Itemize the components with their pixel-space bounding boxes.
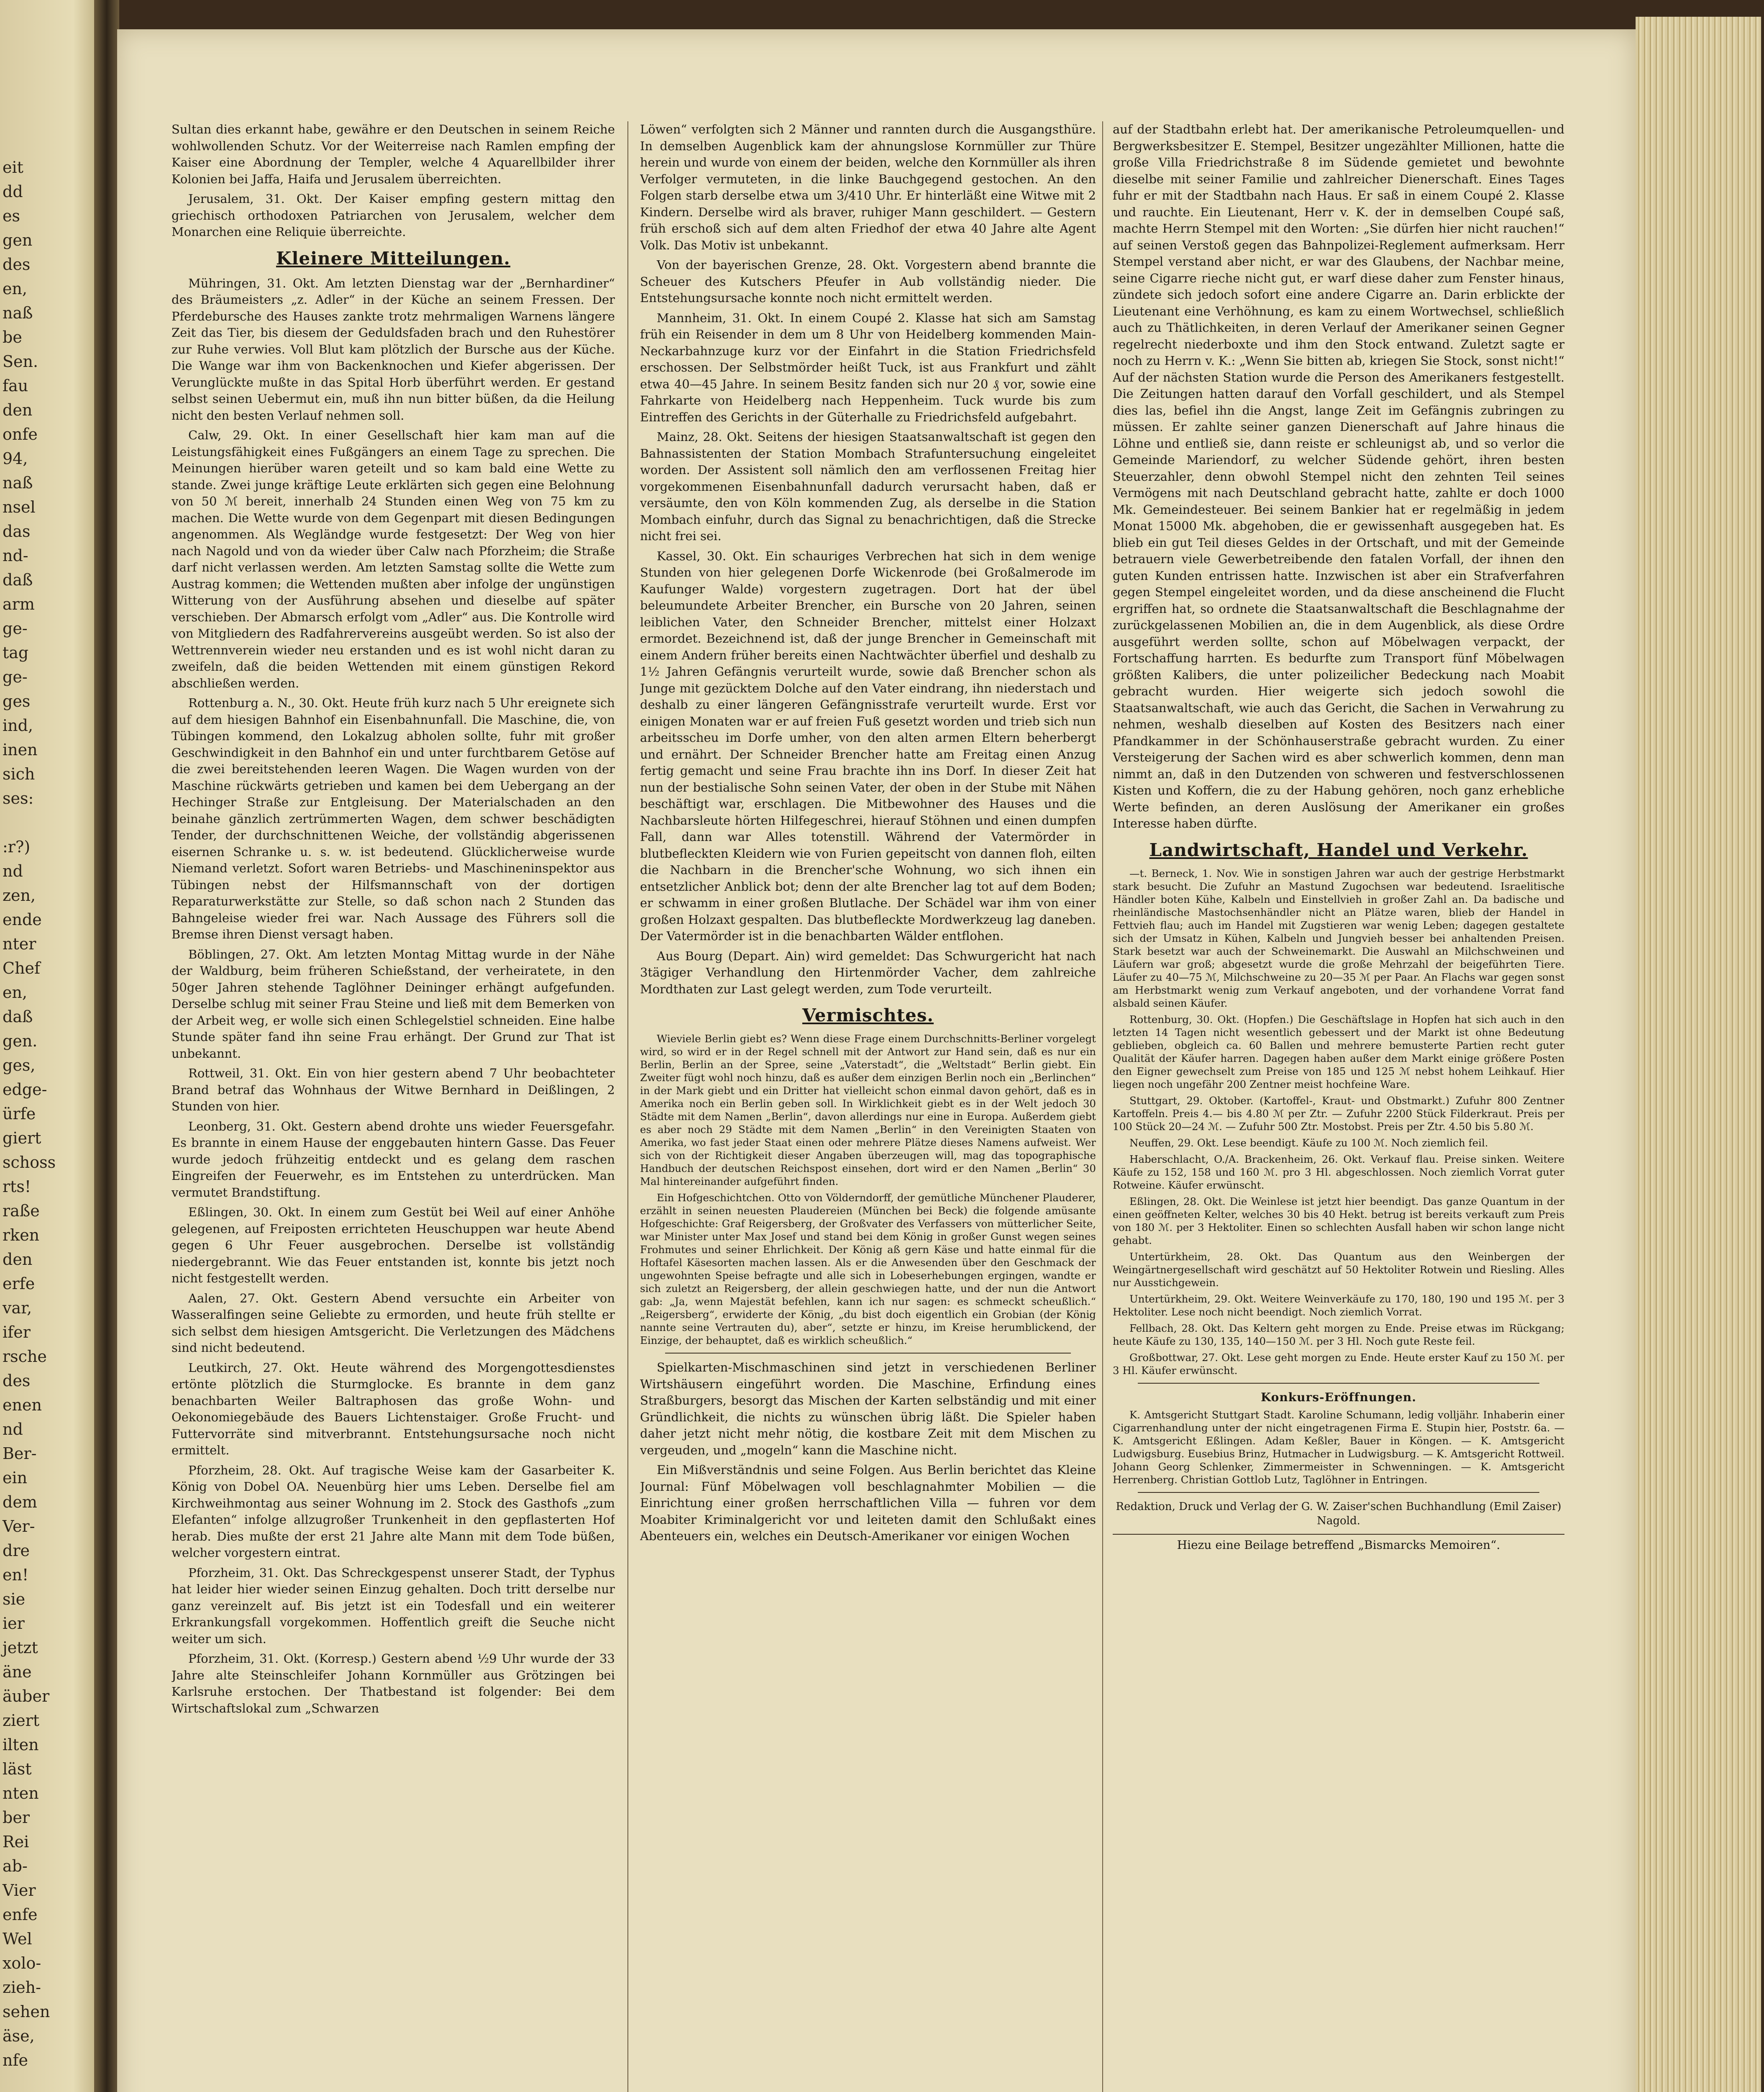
- previous-page-fragment: eit: [3, 158, 23, 177]
- previous-page-fragment: sehen: [3, 2002, 50, 2021]
- previous-page-fragment: zieh-: [3, 1978, 41, 1997]
- column-1: [172, 121, 615, 2092]
- news-item: Leutkirch, 27. Okt. Heute während des Morgengottesdienstes ertönte plötzlich die Sturmglocke. Es brannte in dem ganz benachbarten Weiler Baltraphosen das große Wohn- und Oekonomiegebäude des Bauers Lichtenstaiger. Große Frucht- und Futtervorräte sind mitverbrannt. Entstehungsursache noch nicht ermittelt.: [172, 1360, 615, 1457]
- previous-page-fragment: xolo-: [3, 1954, 41, 1972]
- news-item: Aalen, 27. Okt. Gestern Abend versuchte ein Arbeiter von Wasseralfingen seine Geliebte zu ermorden, und heute früh stellte er sich selbst dem hiesigen Amtsgericht. Die Verletzungen des Mädchens sind nicht bedeutend.: [172, 1291, 615, 1355]
- previous-page-fragment: ifer: [3, 1323, 31, 1341]
- article-paragraph: Jerusalem, 31. Okt. Der Kaiser empfing gestern mittag den griechisch orthodoxen Patriarchen von Jerusalem, welcher dem Monarchen eine Reliquie überreichte.: [172, 192, 615, 239]
- article-paragraph: Sultan dies erkannt habe, gewähre er den Deutschen in seinem Reiche wohlwollenden Schutz. Vor der Weiterreise nach Ramlen empfing der Kaiser eine Abordnung der Templer, welche 4 Aquarellbilder ihrer Kolonien bei Jaffa, Haifa und Jerusalem überreichten.: [172, 122, 615, 186]
- previous-page-fragment: giert: [3, 1129, 41, 1147]
- previous-page-fragment: arm: [3, 595, 35, 613]
- news-item: Mannheim, 31. Okt. In einem Coupé 2. Klasse hat sich am Samstag früh ein Reisender in dem um 8 Uhr von Heidelberg kommenden Main-Neckarbahnzuge kurz vor der Einfahrt in die Station Friedrichsfeld erschossen. Der Selbstmörder heißt Tuck, ist aus Frankfurt und zählt etwa 40—45 Jahre. In seinem Besitz fanden sich nur 20 ₰ vor, sowie eine Fahrkarte von Heidelberg nach Heppenheim. Tuck wurde bis zum Eintreffen des Gerichts in der Güterhalle zu Friedrichsfeld aufgebahrt.: [640, 310, 1096, 424]
- previous-page-fragment: schoss: [3, 1153, 56, 1172]
- previous-page-fragment: den: [3, 401, 33, 419]
- previous-page-fragment: ge-: [3, 668, 28, 686]
- market-report: Eßlingen, 28. Okt. Die Weinlese ist jetzt hier beendigt. Das ganze Quantum in der einen geöffneten Kelter, welches 30 bis 40 Hekt. betrug ist bereits verkauft zum Preis von 180 ℳ. per 3 Hektoliter. Einen so schlechten Ausfall haben wir schon lange nicht gehabt.: [1113, 1195, 1564, 1246]
- column-2: [640, 121, 1096, 2092]
- previous-page-fragment: nd: [3, 1420, 23, 1438]
- market-report: Rottenburg, 30. Okt. (Hopfen.) Die Geschäftslage in Hopfen hat sich auch in den letzten 14 Tagen nicht wesentlich gebessert und der Markt ist ohne Bedeutung geblieben, obgleich ca. 60 Ballen und mehrere bemusterte Partien recht guter Qualität der Käufer harren. Dagegen haben außer dem Markt einige größere Posten den Eigner gewechselt zum Preise von 185 und 125 ℳ nebst hohem Leihkauf. Hier liegen noch ungefähr 200 Zentner meist hochfeine Ware.: [1113, 1013, 1564, 1090]
- news-item: Eßlingen, 30. Okt. In einem zum Gestüt bei Weil auf einer Anhöhe gelegenen, auf Freiposten errichteten Heuschuppen war heute Abend gegen 6 Uhr Feuer ausgebrochen. Derselbe ist vollständig niedergebrannt. Wie das Feuer entstanden ist, konnte bis jetzt noch nicht festgestellt werden.: [172, 1205, 615, 1285]
- previous-page-fragment: 94,: [3, 449, 28, 468]
- previous-page-fragment: dre: [3, 1541, 30, 1560]
- miscellany-item: Wieviele Berlin giebt es? Wenn diese Frage einem Durchschnitts-Berliner vorgelegt wird, so wird er in der Regel schnell mit der Antwort zur Hand sein, daß es nur ein Berlin, Berlin an der Spree, seine „Vaterstadt“, die „Weltstadt“ Berlin giebt. Ein Zweiter fügt wohl noch hinzu, daß es außer dem einzigen Berlin noch ein „Berlinchen“ in der Mark giebt und ein Dritter hat vielleicht schon einmal davon gehört, daß es in Amerika noch ein Berlin geben soll. In Wirklichkeit giebt es in der Welt jedoch 30 Städte mit dem Namen „Berlin“, davon allerdings nur eine in Europa. Außerdem giebt es aber noch 29 Städte mit dem Namen „Berlin“ in den Vereinigten Staaten von Amerika, wo fast jeder Staat einen oder mehrere Plätze dieses Namens aufweist. Wer sich von der Richtigkeit dieser Angaben überzeugen will, mag das topographische Handbuch der deutschen Reichspost einsehen, dort wird er den Namen „Berlin“ 30 Mal hintereinander aufgeführt finden.: [640, 1033, 1096, 1187]
- previous-page-fragment: läst: [3, 1760, 32, 1778]
- previous-page-fragment: ürfe: [3, 1105, 36, 1123]
- previous-page-fragment: en,: [3, 279, 28, 298]
- previous-page-fragment: des: [3, 255, 31, 274]
- news-item: Mühringen, 31. Okt. Am letzten Dienstag war der „Bernhardiner“ des Bräumeisters „z. Adler“ in der Küche an seinem Fressen. Der Pferdebursche des Hauses zankte trotz mehrmaligen Warnens längere Zeit das Tier, bis diesem der Geduldsfaden brach und den Ruhestörer zur Ruhe verwies. Voll Blut kam plötzlich der Bursche aus der Küche. Die Wange war ihm von Backenknochen und Kiefer abgerissen. Der Verunglückte mußte in das Spital Horb überführt werden. Er gestand selbst seinen Uebermut ein, muß ihn nun bitter büßen, da die Heilung nicht den besten Verlauf nehmen soll.: [172, 276, 615, 423]
- previous-page-fragment: jetzt: [3, 1638, 38, 1657]
- news-item: auf der Stadtbahn erlebt hat. Der amerikanische Petroleumquellen- und Bergwerksbesitzer E. Stempel, Besitzer ungezählter Millionen, hatte die große Villa Friedrichstraße 8 im Südende gemietet und bewohnte dieselbe mit seiner Familie und zahlreicher Dienerschaft. Eines Tages fuhr er mit der Stadtbahn nach Haus. Er saß in einem Coupé 2. Klasse und rauchte. Ein Lieutenant, Herr v. K. der in demselben Coupé saß, machte Herrn Stempel mit den Worten: „Sie dürfen hier nicht rauchen!“ auf seinen Verstoß gegen das Bahnpolizei-Reglement aufmerksam. Herr Stempel verstand aber nicht, er war des Glaubens, der Nachbar meine, seine Cigarre rieche nicht gut, er warf diese daher zum Fenster hinaus, zündete sich jedoch sofort eine andere Cigarre an. Darin erblickte der Lieutenant eine Verhöhnung, es kam zu einem Wortwechsel, schließlich auch zu Thätlichkeiten, in deren Verlauf der Amerikaner seinen Gegner regelrecht niederboxte und ihm den Stock entwand. Zuletzt sagte er noch zu Herrn v. K.: „Wenn Sie bitten ab, kriegen Sie Stock, sonst nicht!“ Auf der nächsten Station wurde die Person des Amerikaners festgestellt. Die Zeitungen hatten darauf den Vorfall geschildert, und als Stempel dies las, befiel ihn die Angst, lange Zeit im Gefängnis zubringen zu müssen. Er zahlte seiner ganzen Dienerschaft auf Jahre hinaus die Löhne und entließ sie, dann reiste er schleunigst ab, und so verlor die Gemeinde Mariendorf, zu welcher Südende gehört, ihren besten Steuerzahler, denn obwohl Stempel nicht den zehnten Teil seines Vermögens mit nach Deutschland gebracht hatte, zahlte er doch 1000 Mk. Gemeindesteuer. Bei seinem Bankier hat er regelmäßig in jedem Monat 15000 Mk. abgehoben, die er gewissenhaft ausgegeben hat. Es blieb ein gut Teil dieses Geldes in der Ortschaft, und mit der Gemeinde betrauern viele Gewerbetreibende den fatalen Vorfall, der ihnen den guten Kunden entrissen hatte. Inzwischen ist aber ein Strafverfahren gegen Stempel eingeleitet worden, und da diese anscheinend die Flucht ergriffen hat, so ordnete die Staatsanwaltschaft die Beschlagnahme der zurückgelassenen Mobilien an, die in dem Augenblick, als diese Ordre ausgeführt werden sollte, schon auf Möbelwagen verpackt, der Fortschaffung harrten. Es bedurfte zum Transport fünf Möbelwagen größten Kalibers, die unter polizeilicher Bedeckung nach Moabit gebracht wurden. Hier weigerte sich jedoch sowohl die Staatsanwaltschaft, wie auch das Gericht, die Sachen in Verwahrung zu nehmen, weshalb dieselben auf Kosten des Besitzers nach einer Pfandkammer in der Schönhauserstraße gebracht wurden. Zu einer Versteigerung der Sachen wird es aber schwerlich kommen, denn man nimmt an, daß in den Dutzenden von schweren und festverschlossenen Kisten und Koffern, die zu der Habung gehören, noch ganz erhebliche Werte befinden, an deren Auslösung der Amerikaner ein großes Interesse haben dürfte.: [1113, 122, 1564, 831]
- previous-page-fragment: ges,: [3, 1056, 36, 1074]
- previous-page-fragment: onfe: [3, 425, 38, 444]
- previous-page-fragment: ses:: [3, 789, 34, 808]
- previous-page-fragment: nfe: [3, 2051, 28, 2069]
- previous-page-fragment: ier: [3, 1614, 25, 1633]
- column-rule: [627, 121, 628, 2092]
- previous-page-fragment: das: [3, 522, 31, 541]
- news-item: Rottenburg a. N., 30. Okt. Heute früh kurz nach 5 Uhr ereignete sich auf dem hiesigen Bahnhof ein Eisenbahnunfall. Die Maschine, die, von Tübingen kommend, den Lokalzug abholen sollte, fuhr mit großer Geschwindigkeit in den Bahnhof ein und unter furchtbarem Getöse auf die zwei bereitstehenden leeren Wagen. Die Wagen wurden von der Maschine rückwärts getrieben und kamen bei dem Uebergang an der Hechinger Straße zur Entgleisung. Der Materialschaden an den beinahe gänzlich zertrümmerten Wagen, dem schwer beschädigten Tender, der durchschnittenen Weiche, der vollständig abgerissenen eisernen Schranke u. s. w. ist bedeutend. Glücklicherweise wurde Niemand verletzt. Sofort waren Betriebs- und Maschineninspektor aus Tübingen nebst der Hilfsmannschaft von der dortigen Reparaturwerkstätte zur Stelle, so daß schon nach 2 Stunden das Bahngeleise wieder frei war. Nach Aussage des Führers soll die Bremse ihren Dienst versagt haben.: [172, 696, 615, 941]
- market-report: Großbottwar, 27. Okt. Lese geht morgen zu Ende. Heute erster Kauf zu 150 ℳ. per 3 Hl. Käufer erwünscht.: [1113, 1351, 1564, 1377]
- news-item: Pforzheim, 31. Okt. (Korresp.) Gestern abend ½9 Uhr wurde der 33 Jahre alte Steinschleifer Johann Kornmüller aus Grötzingen bei Karlsruhe erstochen. Der Thatbestand ist folgender: Bei dem Wirtschaftslokal zum „Schwarzen: [172, 1651, 615, 1715]
- previous-page-fragment: Ver-: [3, 1517, 35, 1536]
- previous-page-fragment: gen.: [3, 1032, 38, 1050]
- bankruptcy-notices: K. Amtsgericht Stuttgart Stadt. Karoline Schumann, ledig volljähr. Inhaberin einer Cigarrenhandlung unter der nicht eingetragenen Firma E. Stupin hier, Poststr. 6a. — K. Amtsgericht Eßlingen. Adam Keßler, Bauer in Köngen. — K. Amtsgericht Ludwigsburg. Eusebius Brinz, Hutmacher in Ludwigsburg. — K. Amtsgericht Rottweil. Johann Georg Schlenker, Zimmermeister in Schwenningen. — K. Amtsgericht Herrenberg. Christian Gottlob Lutz, Taglöhner in Entringen.: [1113, 1408, 1564, 1486]
- market-report: Stuttgart, 29. Oktober. (Kartoffel-, Kraut- und Obstmarkt.) Zufuhr 800 Zentner Kartoffeln. Preis 4.— bis 4.80 ℳ per Ztr. — Zufuhr 2200 Stück Filderkraut. Preis per 100 Stück 20—24 ℳ. — Zufuhr 500 Ztr. Mostobst. Preis per Ztr. 4.50 bis 5.80 ℳ.: [1113, 1094, 1564, 1133]
- news-item: Calw, 29. Okt. In einer Gesellschaft hier kam man auf die Leistungsfähigkeit eines Fußgängers an einem Tage zu sprechen. Die Meinungen hierüber waren geteilt und so kam bald eine Wette zu stande. Zwei junge kräftige Leute erklärten sich gegen eine Belohnung von 50 ℳ bereit, innerhalb 24 Stunden einen Weg von 75 km zu machen. Die Wette wurde von dem Gegenpart mit diesen Bedingungen angenommen. Als Wegländge wurde festgesetzt: Der Weg von hier nach Nagold und von da wieder über Calw nach Pforzheim; die Straße darf nicht verlassen werden. Am letzten Samstag sollte die Wette zum Austrag kommen; die Wettenden mußten aber infolge der ungünstigen Witterung von der Ausführung absehen und dieselbe auf später verschieben. Der Abmarsch erfolgt vom „Adler“ aus. Die Kontrolle wird von Mitgliedern des Radfahrervereins ausgeübt werden. So ist also der Wettrennverein wieder neu erstanden und es ist wohl nicht daran zu zweifeln, daß die beiden Wettenden mit einem günstigen Rekord abschließen werden.: [172, 428, 615, 690]
- previous-page-fragment: ilten: [3, 1736, 39, 1754]
- imprint: Redaktion, Druck und Verlag der G. W. Zaiser'schen Buchhandlung (Emil Zaiser) Nagold.: [1116, 1500, 1562, 1527]
- previous-page-fragment: nd-: [3, 546, 28, 565]
- section-heading: Vermischtes.: [802, 1005, 934, 1025]
- news-item: Von der bayerischen Grenze, 28. Okt. Vorgestern abend brannte die Scheuer des Kutschers Pfeufer in Aub vollständig nieder. Die Entstehungsursache konnte noch nicht ermittelt werden.: [640, 258, 1096, 305]
- section-heading: Landwirtschaft, Handel und Verkehr.: [1149, 839, 1528, 860]
- previous-page-fragment: zen,: [3, 886, 36, 905]
- market-report: —t. Berneck, 1. Nov. Wie in sonstigen Jahren war auch der gestrige Herbstmarkt stark besucht. Die Zufuhr an Mastund Zugochsen war bedeutend. Israelitische Händler boten Kühe, Kalbeln und Einstellvieh in großer Zahl an. Da badische und rheinländische Mastochsenhändler nicht an Plätze waren, blieb der Handel in Fettvieh flau; auch im Handel mit Zugstieren war wenig Leben; dagegen gestaltete sich der Umsatz in Kühen, Kalbeln und Jungvieh besser bei anhaltenden Preisen. Stark besetzt war auch der Schweinemarkt. Die Auswahl an Milchschweinen und Läufern war groß; abgesetzt wurde die große Mehrzahl der beigeführten Tiere. Läufer zu 40—75 ℳ, Milchschweine zu 20—35 ℳ per Paar. An Flachs war gegen sonst am Herbstmarkt wenig zum Verkauf angeboten, und der vorhandene Vorrat fand alsbald seinen Käufer.: [1113, 867, 1564, 1009]
- previous-page-fragment: Sen.: [3, 352, 38, 371]
- previous-page-fragment: ges: [3, 692, 31, 710]
- previous-page-fragment: sich: [3, 765, 35, 783]
- news-item: Mainz, 28. Okt. Seitens der hiesigen Staatsanwaltschaft ist gegen den Bahnassistenten der Station Mombach Strafuntersuchung eingeleitet worden. Der Assistent soll nämlich den am verflossenen Freitag hier vorgekommenen Eisenbahnunfall dadurch verursacht haben, daß er versäumte, den von Köln kommenden Zug, als derselbe in die Station Mombach einfuhr, durch das Signal zu benachrichtigen, daß die Strecke nicht frei sei.: [640, 430, 1096, 543]
- news-item: Ein Mißverständnis und seine Folgen. Aus Berlin berichtet das Kleine Journal: Fünf Möbelwagen voll beschlagnahmter Mobilien — die Einrichtung einer großen herrschaftlichen Villa — fuhren vor dem Moabiter Kriminalgericht vor und leiteten damit den Schlußakt eines Abenteuers ein, welches ein Deutsch-Amerikaner vor einigen Wochen: [640, 1463, 1096, 1543]
- previous-page-fragment: naß: [3, 474, 33, 492]
- separator-rule: [1138, 1492, 1539, 1493]
- previous-page-fragment: nter: [3, 935, 36, 953]
- previous-page-fragment: dd: [3, 182, 23, 201]
- previous-page-fragment: sie: [3, 1590, 26, 1608]
- previous-page-fragment: :r?): [3, 838, 31, 856]
- previous-page-fragment: ende: [3, 910, 42, 929]
- previous-page-fragment: ziert: [3, 1711, 40, 1730]
- previous-page-fragment: en,: [3, 983, 28, 1002]
- previous-page-fragment: ind,: [3, 716, 33, 735]
- news-item: Kassel, 30. Okt. Ein schauriges Verbrechen hat sich in dem wenige Stunden von hier gelegenen Dorfe Wickenrode (bei Großalmerode im Kaufunger Walde) vorgestern zugetragen. Dort hat der übel beleumundete Arbeiter Brencher, ein Bursche von 20 Jahren, seinen leiblichen Vater, den Schneider Brencher, mittelst einer Holzaxt ermordet. Bezeichnend ist, daß der junge Brencher in Gemeinschaft mit einem Andern früher bereits einen Nachtwächter überfiel und deshalb zu 1½ Jahren Gefängnis verurteilt wurde, sowie daß Brencher schon als Junge mit gezücktem Dolche auf den Vater eindrang, ihn niederstach und deshalb zu einer längeren Gefängnisstrafe verurteilt wurde. Erst vor einigen Monaten war er auf freien Fuß gesetzt worden und trieb sich nun arbeitsscheu im Dorfe umher, von den alten armen Eltern beherbergt und ernährt. Der Schneider Brencher hatte am Freitag einen Anzug fertig gemacht und seine Frau brachte ihn ins Dorf. In dieser Zeit hat nun der bestialische Sohn seinen Vater, der oben in der Stube mit Nähen beschäftigt war, erschlagen. Die Mitbewohner des Hauses und die Nachbarsleute hörten Hilfegeschrei, hierauf Stöhnen und einen dumpfen Fall, dann war Alles totenstill. Während der Vatermörder in blutbefleckten Kleidern wie von Furien gepeitscht von dannen floh, eilten die Nachbarn in die Brencher'sche Wohnung, wo sich ihnen ein entsetzlicher Anblick bot; denn der alte Brencher lag tot auf dem Boden; er schwamm in einer großen Blutlache. Der Schädel war ihm von einer großen Holzaxt gespalten. Das blutbefleckte Mordwerkzeug lag daneben. Der Vatermörder ist in die benachbarten Wälder entflohen.: [640, 549, 1096, 943]
- previous-page-fragment: raße: [3, 1202, 40, 1220]
- market-report: Haberschlacht, O./A. Brackenheim, 26. Okt. Verkauf flau. Preise sinken. Weitere Käufe zu 152, 158 und 160 ℳ. pro 3 Hl. abgeschlossen. Noch ziemlich Vorrat guter Rotweine. Käufer erwünscht.: [1113, 1153, 1564, 1191]
- news-item: Aus Bourg (Depart. Ain) wird gemeldet: Das Schwurgericht hat nach 3tägiger Verhandlung den Hirtenmörder Vacher, dem zahlreiche Mordthaten zur Last gelegt werden, zum Tode verurteilt.: [640, 949, 1096, 996]
- previous-page-fragment: fau: [3, 377, 28, 395]
- miscellany-item: Ein Hofgeschichtchen. Otto von Völderndorff, der gemütliche Münchener Plauderer, erzählt in seinen neuesten Plaudereien (München bei Beck) die folgende amüsante Hofgeschichte: Graf Reigersberg, der Großvater des Verfassers von mütterlicher Seite, war Minister unter Max Josef und stand bei dem König in großer Gunst wegen seines Frohmutes und seiner Ehrlichkeit. Der König aß gern Käse und hatte einmal für die Hoftafel Käsesorten machen lassen. Als er die Anwesenden über den Geschmack der ungewohnten Speise befragte und alle sich in Lobeserhebungen ergingen, wandte er sich zuletzt an Reigersberg, der allein geschwiegen hatte, und der nun die Antwort gab: „Ja, wenn Majestät befehlen, kann ich nur sagen: es schmeckt scheußlich.“ „Reigersberg“, erwiderte der König, „du bist doch eigentlich ein Grobian (der König nannte seine Vertrauten du), aber“, setzte er hinzu, im Kreise herumblickend, der Einzige, der behauptet, daß es wirklich scheußlich.“: [640, 1192, 1096, 1346]
- previous-page-fragment: erfe: [3, 1274, 35, 1293]
- previous-page-fragment: den: [3, 1250, 33, 1269]
- separator-rule: [665, 1353, 1071, 1354]
- previous-page-fragment: Rei: [3, 1833, 29, 1851]
- previous-page-fragment: äne: [3, 1663, 32, 1681]
- book-gutter: [94, 0, 119, 2092]
- previous-page-fragment: tag: [3, 643, 29, 662]
- previous-page-fragment: des: [3, 1372, 31, 1390]
- market-report: Fellbach, 28. Okt. Das Keltern geht morgen zu Ende. Preise etwas im Rückgang; heute Käufe zu 130, 135, 140—150 ℳ. per 3 Hl. Noch gute Reste feil.: [1113, 1322, 1564, 1347]
- news-item: Rottweil, 31. Okt. Ein von hier gestern abend 7 Uhr beobachteter Brand betraf das Wohnhaus der Witwe Bernhard in Deißlingen, 2 Stunden von hier.: [172, 1066, 615, 1113]
- previous-page-fragment: en!: [3, 1566, 29, 1584]
- market-report: Untertürkheim, 29. Okt. Weitere Weinverkäufe zu 170, 180, 190 und 195 ℳ. per 3 Hektoliter. Lese noch nicht beendigt. Noch ziemlich Vorrat.: [1113, 1292, 1564, 1318]
- previous-page-fragment: ab-: [3, 1857, 28, 1875]
- previous-page-fragment: enen: [3, 1396, 42, 1414]
- previous-page-fragment: äse,: [3, 2027, 35, 2045]
- previous-page-fragment: daß: [3, 571, 33, 589]
- previous-page-fragment: nd: [3, 862, 23, 880]
- column-rule: [1102, 121, 1103, 2092]
- previous-page-fragment: edge-: [3, 1080, 47, 1099]
- previous-page-fragment: ge-: [3, 619, 28, 638]
- previous-page-fragment: be: [3, 328, 22, 346]
- previous-page-fragment: Chef: [3, 959, 41, 977]
- previous-page-fragment: ber: [3, 1808, 30, 1827]
- previous-page-fragment: enfe: [3, 1905, 38, 1924]
- column-3: [1113, 121, 1564, 2092]
- previous-page-fragment: nten: [3, 1784, 39, 1802]
- separator-rule: [1138, 1383, 1539, 1384]
- market-report: Neuffen, 29. Okt. Lese beendigt. Käufe zu 100 ℳ. Noch ziemlich feil.: [1129, 1136, 1488, 1149]
- previous-page-fragment: äuber: [3, 1687, 50, 1705]
- news-item: Pforzheim, 28. Okt. Auf tragische Weise kam der Gasarbeiter K. König von Dobel OA. Neuenbürg hier ums Leben. Derselbe fiel am Kirchweihmontag aus seiner Wohnung im 2. Stock des Gasthofs „zum Elefanten“ infolge allzugroßer Trunkenheit in den gepflasterten Hof herab. Dies mußte der erst 21 Jahre alte Mann mit dem Tode büßen, welcher vorgestern eintrat.: [172, 1463, 615, 1560]
- previous-page-fragment: inen: [3, 741, 38, 759]
- previous-page-fragment: rsche: [3, 1347, 47, 1366]
- news-item: Löwen“ verfolgten sich 2 Männer und rannten durch die Ausgangsthüre. In demselben Augenblick kam der ahnungslose Kornmüller zur Thüre herein und wurde von einem der beiden, welche den Kornmüller als ihren Verfolger vermuteten, in die linke Bauchgegend gestochen. An den Folgen starb derselbe etwa um 3/410 Uhr. Er hinterläßt eine Witwe mit 2 Kindern. Derselbe wird als braver, ruhiger Mann geschildert. — Gestern früh erschoß sich auf dem alten Friedhof der etwa 40 Jahre alte Agent Volk. Das Motiv ist unbekannt.: [640, 122, 1096, 252]
- previous-page-fragment: dem: [3, 1493, 37, 1511]
- previous-page-fragment: Ber-: [3, 1444, 37, 1463]
- previous-page-fragment: ein: [3, 1469, 28, 1487]
- news-item: Leonberg, 31. Okt. Gestern abend drohte uns wieder Feuersgefahr. Es brannte in einem Hause der enggebauten hintern Gasse. Das Feuer wurde jedoch frühzeitig entdeckt und es gelang dem raschen Eingreifen der Feuerwehr, es im Entstehen zu unterdrücken. Man vermutet Brandstiftung.: [172, 1119, 615, 1200]
- previous-page-fragment: gen: [3, 231, 33, 249]
- previous-page-fragment: rken: [3, 1226, 40, 1244]
- previous-page-fragment: rts!: [3, 1177, 31, 1196]
- news-item: Spielkarten-Mischmaschinen sind jetzt in verschiedenen Berliner Wirtshäusern eingeführt worden. Die Maschine, Erfindung eines Straßburgers, besorgt das Mischen der Karten selbständig und mit einer Gründlichkeit, die nichts zu wünschen übrig läßt. Die Spieler haben daher jetzt nicht mehr nötig, die kostbare Zeit mit dem Mischen zu vergeuden, und „mogeln“ kann die Maschine nicht.: [640, 1360, 1096, 1457]
- news-item: Pforzheim, 31. Okt. Das Schreckgespenst unserer Stadt, der Typhus hat leider hier wieder seinen Einzug gehalten. Doch tritt derselbe nur ganz vereinzelt auf. Bis jetzt ist ein Todesfall und ein weiterer Erkrankungsfall vorgekommen. Hoffentlich greift die Seuche nicht weiter um sich.: [172, 1565, 615, 1646]
- previous-page-fragment: naß: [3, 304, 33, 322]
- previous-page-fragment: es: [3, 207, 20, 225]
- supplement-note: Hiezu eine Beilage betreffend „Bismarcks Memoiren“.: [1113, 1534, 1564, 1552]
- bankruptcy-heading: Konkurs-Eröffnungen.: [1260, 1390, 1417, 1404]
- section-heading: Kleinere Mitteilungen.: [276, 248, 511, 269]
- previous-page-fragment: Wel: [3, 1930, 32, 1948]
- previous-page-fragment: nsel: [3, 498, 36, 516]
- page-stack-edge: [1636, 17, 1761, 2092]
- market-report: Untertürkheim, 28. Okt. Das Quantum aus den Weinbergen der Weingärtnergesellschaft wird geschätzt auf 50 Hektoliter Rotwein und Riesling. Alles nur Ausstichgewein.: [1113, 1250, 1564, 1289]
- previous-page-fragment: Vier: [3, 1881, 36, 1900]
- previous-page-fragment: daß: [3, 1008, 33, 1026]
- previous-page-fragment: var,: [3, 1299, 32, 1317]
- news-item: Böblingen, 27. Okt. Am letzten Montag Mittag wurde in der Nähe der Waldburg, beim früheren Schießstand, der verheiratete, in den 50ger Jahren stehende Taglöhner Deininger erhängt aufgefunden. Derselbe schlug mit seiner Frau Steine und ließ mit dem Bemerken von der Arbeit weg, er wolle sich einen Schlegelstiel schneiden. Eine halbe Stunde später fand ihn seine Frau erhängt. Der Grund zur That ist unbekannt.: [172, 947, 615, 1061]
